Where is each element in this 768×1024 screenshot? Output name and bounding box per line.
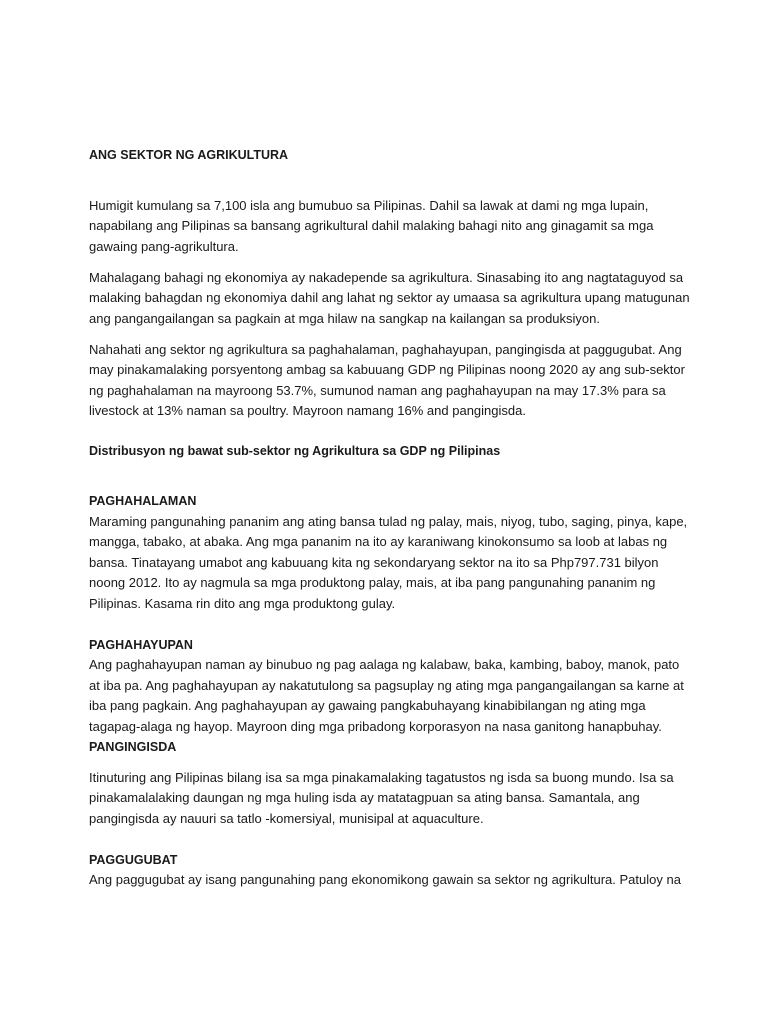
economy-paragraph: Mahalagang bahagi ng ekonomiya ay nakadepende sa agrikultura. Sinasabing ito ang nagtataguyod sa malaking bahagdan ng ekonomiya dahil ang lahat ng sektor ay umaasa sa agrikultura upang matugunan ang pangangailangan sa pagkain at mga hilaw na sangkap na kailangan sa produksiyon.: [89, 269, 690, 326]
section-text-pangingisda: Itinuturing ang Pilipinas bilang isa sa mga pinakamalaking tagatustos ng isda sa buong mundo. Isa sa pinakamalalaking daungan ng mga huling isda ay matatagpuan sa ating bansa. Samantala, ang pangingisda ay nauuri sa tatlo -komersiyal, munisipal at aquaculture.: [89, 769, 674, 826]
intro-paragraph: Humigit kumulang sa 7,100 isla ang bumubuo sa Pilipinas. Dahil sa lawak at dami ng mga lupain, napabilang ang Pilipinas sa bansang agrikultural dahil malaking bahagi nito ang ginagamit sa mga gawaing pang-agrikultura.: [89, 197, 654, 254]
spacer: [89, 840, 692, 850]
section-text-paghahalaman: Maraming pangunahing pananim ang ating bansa tulad ng palay, mais, niyog, tubo, saging, pinya, kape, mangga, tabako, at abaka. Ang mga pananim na ito ay karaniwang kinokonsumo sa loob at labas ng bansa. Tinatayang umabot ang kabuuang kita ng sekondaryang sektor na ito sa Php797.731 bilyon noong 2012. Ito ay nagmula sa mga produktong palay, mais, at iba pang pangunahing pananim ng Pilipinas. Kasama rin dito ang mga produktong gulay.: [89, 513, 688, 611]
document-title: ANG SEKTOR NG AGRIKULTURA: [89, 148, 289, 162]
spacer: [89, 625, 692, 635]
spacer: [89, 758, 692, 768]
section-text-paggugubat: Ang paggugubat ay isang pangunahing pang ekonomikong gawain sa sektor ng agrikultura. Patuloy na: [89, 872, 681, 887]
subsectors-paragraph: Nahahati ang sektor ng agrikultura sa paghahalaman, paghahayupan, pangingisda at paggugubat. Ang may pinakamalaking porsyentong ambag sa kabuuang GDP ng Pilipinas noong 2020 ay ang sub-sektor ng paghahalaman na mayroong 53.7%, sumunod naman ang paghahayupan na may 17.3% para sa livestock at 13% naman sa poultry. Mayroon namang 16% and pangingisda.: [89, 341, 685, 418]
spacer: [89, 461, 692, 491]
section-heading-paghahayupan: PAGHAHAYUPAN: [89, 637, 193, 652]
section-heading-paggugubat: PAGGUGUBAT: [89, 852, 178, 867]
section-heading-pangingisda: PANGINGISDA: [89, 740, 177, 754]
spacer: [89, 166, 692, 196]
distribution-heading: Distribusyon ng bawat sub-sektor ng Agrikultura sa GDP ng Pilipinas: [89, 443, 501, 458]
section-text-paghahayupan: Ang paghahayupan naman ay binubuo ng pag aalaga ng kalabaw, baka, kambing, baboy, manok, pato at iba pa. Ang paghahayupan ay nakatutulong sa pagsuplay ng ating mga pangangailangan sa karne at iba pang pagkain. Ang paghahayupan ay gawaing pangkabuhayang kinabibilangan ng ating mga tagapag-alaga ng hayop. Mayroon ding mga pribadong korporasyon na nasa ganitong hanapbuhay.: [89, 657, 684, 734]
section-heading-paghahalaman: PAGHAHALAMAN: [89, 494, 197, 508]
